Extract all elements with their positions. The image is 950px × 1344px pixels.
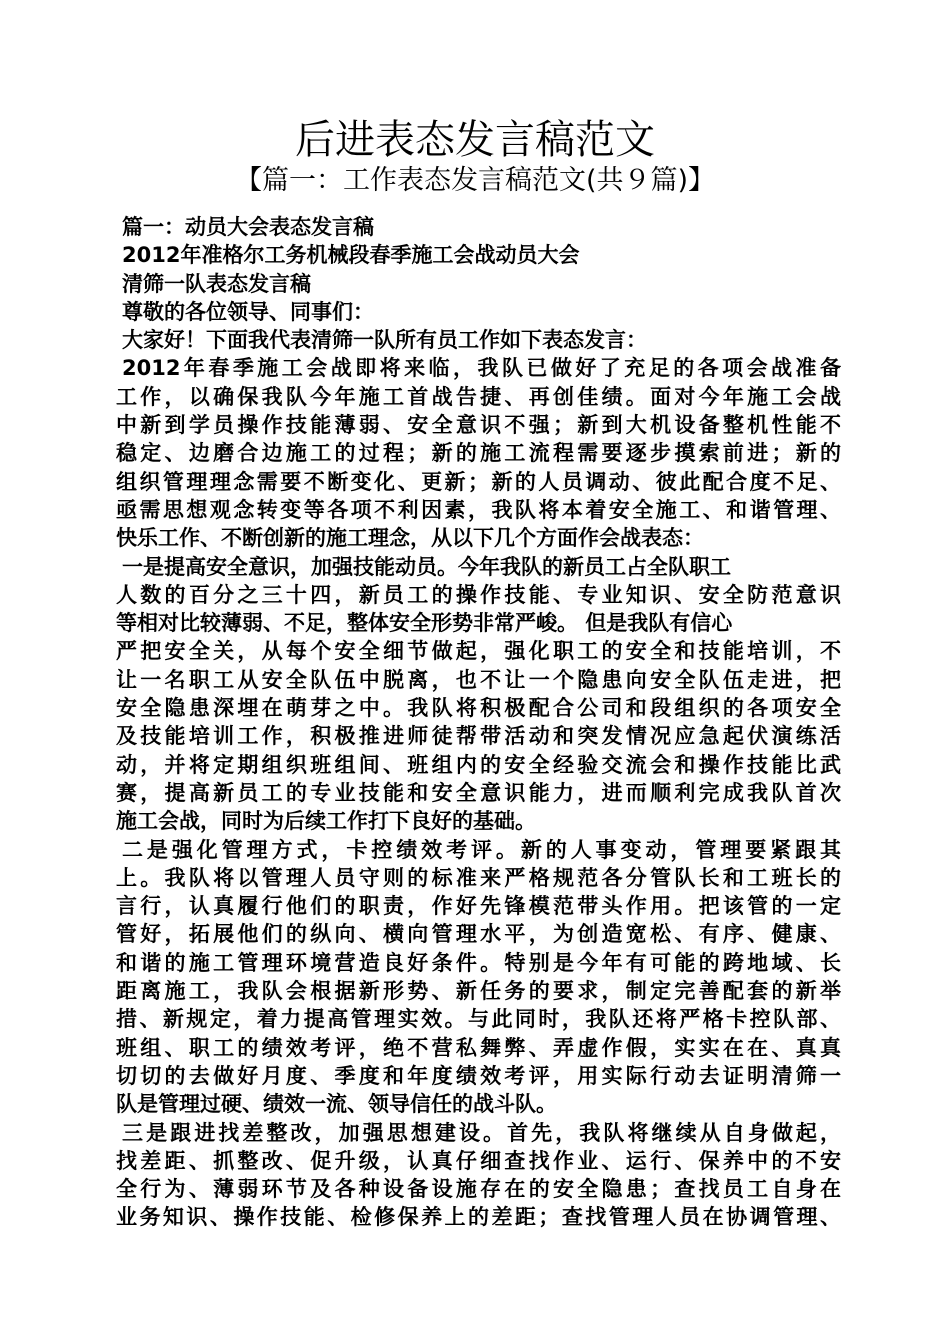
body-text-line: 和谐的施工管理环境营造良好条件。特别是今年有可能的跨地域、长 <box>116 950 841 975</box>
body-text-line: 业务知识、操作技能、检修保养上的差距；查找管理人员在协调管理、 <box>116 1205 841 1230</box>
body-text-line: 尊敬的各位领导、同事们： <box>122 299 374 324</box>
body-text-line: 二是强化管理方式，卡控绩效考评。新的人事变动，管理要紧跟其 <box>122 837 841 862</box>
body-text-line: 切切的去做好月度、季度和年度绩效考评，用实际行动去证明清筛一 <box>116 1063 841 1088</box>
body-text-line: 上。我队将以管理人员守则的标准来严格规范各分管队长和工班长的 <box>116 865 841 890</box>
body-text-line: 等相对比较薄弱、不足，整体安全形势非常严峻。 但是我队有信心 <box>116 611 733 636</box>
body-text-line: 人数的百分之三十四，新员工的操作技能、专业知识、安全防范意识 <box>116 582 841 607</box>
body-text-line: 稳定、边磨合边施工的过程；新的施工流程需要逐步摸索前进；新的 <box>116 441 841 466</box>
document-body <box>116 213 841 1232</box>
body-text-line: 工作，以确保我队今年施工首战告捷、再创佳绩。面对今年施工会战 <box>116 384 841 409</box>
body-text-line: 大家好！下面我代表清筛一队所有员工作如下表态发言： <box>122 328 647 353</box>
body-text-line: 找差距、抓整改、促升级，认真仔细查找作业、运行、保养中的不安 <box>116 1148 841 1173</box>
body-text-line: 施工会战，同时为后续工作打下良好的基础。 <box>116 809 536 834</box>
body-text-line: 快乐工作、不断创新的施工理念，从以下几个方面作会战表态： <box>116 526 704 551</box>
body-text-line: 2012年准格尔工务机械段春季施工会战动员大会 <box>122 243 580 268</box>
document-title: 后进表态发言稿范文 <box>295 117 655 163</box>
body-text-line: 距离施工，我队会根据新形势、新任务的要求，制定完善配套的新举 <box>116 979 841 1004</box>
body-text-line: 班组、职工的绩效考评，绝不营私舞弊、弄虚作假，实实在在、真真 <box>116 1035 841 1060</box>
body-text-line: 动，并将定期组织班组间、班组内的安全经验交流会和操作技能比武 <box>116 752 841 777</box>
body-text-line: 组织管理理念需要不断变化、更新；新的人员调动、彼此配合度不足、 <box>116 469 841 494</box>
body-text-line: 言行，认真履行他们的职责，作好先锋模范带头作用。把该管的一定 <box>116 894 841 919</box>
document-subtitle: 【篇一：工作表态发言稿范文(共９篇)】 <box>234 165 716 196</box>
body-text-line: 赛，提高新员工的专业技能和安全意识能力，进而顺利完成我队首次 <box>116 780 841 805</box>
body-text-line: 2012年春季施工会战即将来临，我队已做好了充足的各项会战准备 <box>122 356 841 381</box>
body-text-line: 三是跟进找差整改，加强思想建设。首先，我队将继续从自身做起， <box>122 1120 841 1145</box>
body-text-line: 全行为、薄弱环节及各种设备设施存在的安全隐患；查找员工自身在 <box>116 1177 841 1202</box>
body-text-line: 篇一：动员大会表态发言稿 <box>122 215 374 239</box>
body-text-line: 中新到学员操作技能薄弱、安全意识不强；新到大机设备整机性能不 <box>116 413 841 438</box>
body-text-line: 严把安全关，从每个安全细节做起，强化职工的安全和技能培训，不 <box>116 639 841 664</box>
body-text-line: 清筛一队表态发言稿 <box>122 271 311 296</box>
body-text-line: 措、新规定，着力提高管理实效。与此同时，我队还将严格卡控队部、 <box>116 1007 841 1032</box>
body-text-line: 管好，拓展他们的纵向、横向管理水平，为创造宽松、有序、健康、 <box>116 922 841 947</box>
body-text-line: 一是提高安全意识，加强技能动员。今年我队的新员工占全队职工 <box>122 554 731 579</box>
body-text-line: 安全隐患深埋在萌芽之中。我队将积极配合公司和段组织的各项安全 <box>116 696 841 721</box>
body-text-line: 让一名职工从安全队伍中脱离，也不让一个隐患向安全队伍走进，把 <box>116 667 841 692</box>
body-text-line: 及技能培训工作，积极推进师徒帮带活动和突发情况应急起伏演练活 <box>116 724 841 749</box>
body-text-line: 队是管理过硬、绩效一流、领导信任的战斗队。 <box>116 1092 557 1117</box>
body-text-line: 亟需思想观念转变等各项不利因素，我队将本着安全施工、和谐管理、 <box>116 497 841 522</box>
